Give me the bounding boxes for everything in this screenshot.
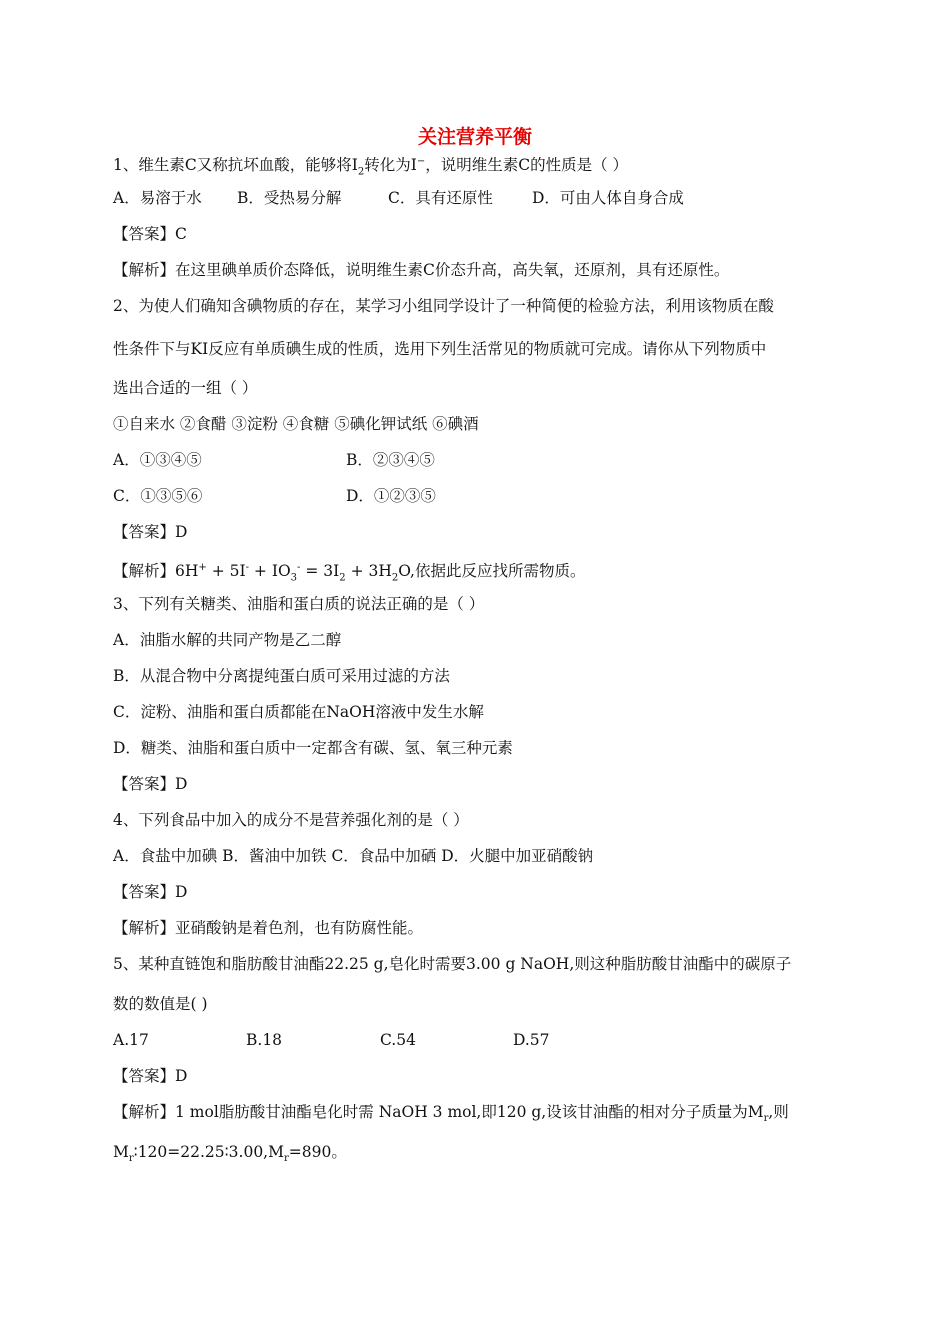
q2-stem-line3: 选出合适的一组（ ） [113,379,258,397]
q5-option-b: B.18 [246,1031,283,1049]
q2-answer: 【答案】D [113,523,188,541]
q5-option-c: C.54 [380,1031,416,1049]
q1-answer: 【答案】C [113,225,187,243]
q3-option-c: C．淀粉、油脂和蛋白质都能在NaOH溶液中发生水解 [113,703,484,721]
q2-stem-line1: 2、为使人们确知含碘物质的存在，某学习小组同学设计了一种简便的检验方法，利用该物质在酸 [113,297,774,315]
q5-stem-line1: 5、某种直链饱和脂肪酸甘油酯22.25 g,皂化时需要3.00 g NaOH,则这种脂肪酸甘油酯中的碳原子 [113,955,792,973]
q1-option-c: C．具有还原性 [388,189,493,207]
q2-option-c: C．①③⑤⑥ [113,487,203,505]
q1-option-b: B．受热易分解 [237,189,342,207]
q4-stem: 4、下列食品中加入的成分不是营养强化剂的是（ ） [113,811,469,829]
q1-stem: 1、维生素C又称抗坏血酸，能够将$I_2$转化为I−，说明维生素C的性质是（ ） [113,156,629,178]
q3-answer: 【答案】D [113,775,188,793]
q2-option-a: A．①③④⑤ [113,451,202,469]
q2-stem-line2: 性条件下与KI反应有单质碘生成的性质，选用下列生活常见的物质就可完成。请你从下列物质中 [113,340,767,358]
q2-materials: ①自来水 ②食醋 ③淀粉 ④食糖 ⑤碘化钾试纸 ⑥碘酒 [113,415,479,433]
q5-analysis-line2: $M_r∶120=22.25∶3.00,M_r=890$。 [113,1143,347,1165]
q3-option-b: B．从混合物中分离提纯蛋白质可采用过滤的方法 [113,667,450,685]
q2-option-b: B．②③④⑤ [346,451,435,469]
q2-option-d: D．①②③⑤ [346,487,436,505]
q4-answer: 【答案】D [113,883,188,901]
q3-stem: 3、下列有关糖类、油脂和蛋白质的说法正确的是（ ） [113,595,485,613]
q4-options: A．食盐中加碘 B．酱油中加铁 C．食品中加硒 D．火腿中加亚硝酸钠 [113,847,594,865]
q3-option-d: D．糖类、油脂和蛋白质中一定都含有碳、氢、氧三种元素 [113,739,513,757]
q5-stem-line2: 数的数值是( ) [113,995,208,1013]
q1-analysis: 【解析】在这里碘单质价态降低，说明维生素C价态升高，高失氧，还原剂，具有还原性。 [113,261,730,279]
q2-analysis: 【解析】$6H^+ + 5I^- + IO_3^- = 3I_2 + 3H_2O$,依据此反应找所需物质。 [113,562,586,584]
q4-analysis: 【解析】亚硝酸钠是着色剂，也有防腐性能。 [113,919,424,937]
q5-analysis-line1: 【解析】1 mol脂肪酸甘油酯皂化时需 NaOH 3 mol,即120 g,设该甘油酯的相对分子质量为$M_r$,则 [113,1103,789,1125]
q1-option-a: A．易溶于水 [113,189,202,207]
q3-option-a: A．油脂水解的共同产物是乙二醇 [113,631,342,649]
page-title: 关注营养平衡 [417,126,532,148]
q5-option-d: D.57 [513,1031,550,1049]
q1-option-d: D．可由人体自身合成 [532,189,684,207]
q5-answer: 【答案】D [113,1067,188,1085]
q5-option-a: A.17 [113,1031,149,1049]
